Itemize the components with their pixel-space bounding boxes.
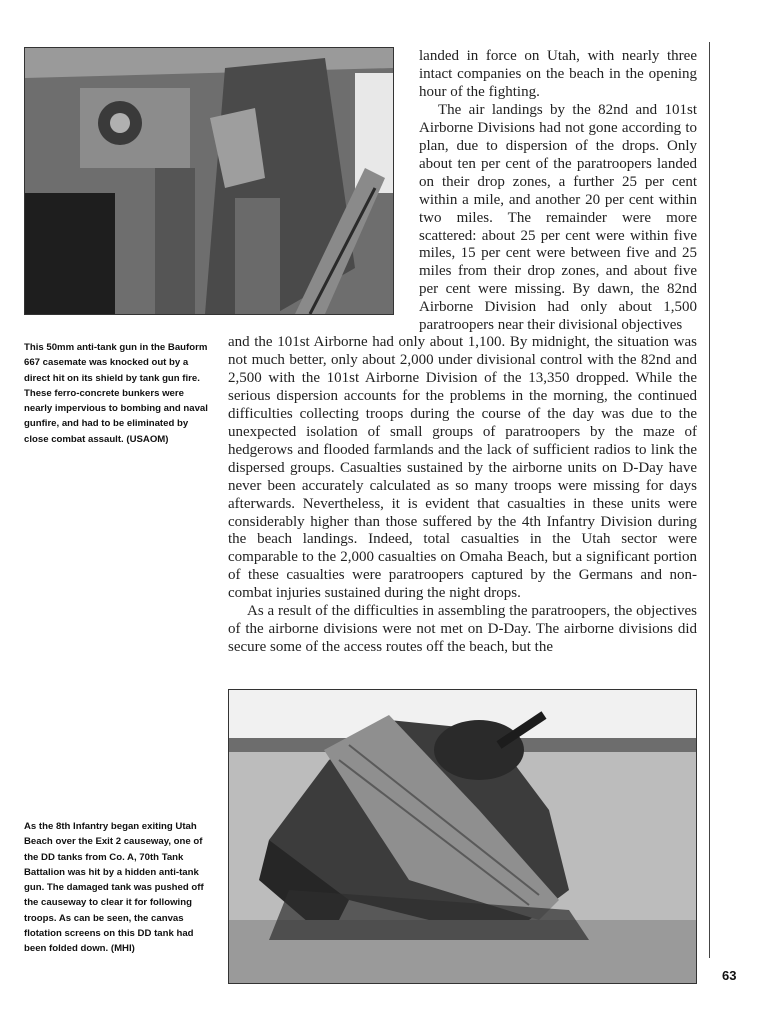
paragraph: As a result of the difficulties in assembling the paratroopers, the objectives of the airborne divisions were not met on D-Day. The airborne divisions did secure some of the access routes off the beach, but the <box>228 603 697 656</box>
casemate-photo-art <box>25 48 393 314</box>
body-column-wide <box>228 334 697 657</box>
paragraph: The air landings by the 82nd and 101st Airborne Divisions had not gone according to plan, due to dispersion of the drops. Only about ten per cent of the paratroopers landed on their drop zones, a further 25 per cent within a mile, and another 20 per cent within two miles. The remainder were more scattered: about 25 per cent were within five miles, 15 per cent were between five and 25 miles from their drop zones, and about five per cent were missing. By dawn, the 82nd Airborne Division had only about 1,500 paratroopers near their divisional objectives <box>419 101 697 334</box>
dd-tank-photo-art <box>229 690 696 983</box>
page-number: 63 <box>722 968 737 983</box>
casemate-photo-caption: This 50mm anti-tank gun in the Bauform 667 casemate was knocked out by a direct hit on its shield by tank gun fire. These ferro-concrete bunkers were nearly impervious to bombing and naval gunfire, and had to be eliminated by close combat assault. (USAOM) <box>24 342 208 445</box>
dd-tank-photo-caption: As the 8th Infantry began exiting Utah Beach over the Exit 2 causeway, one of the DD tanks from Co. A, 70th Tank Battalion was hit by a hidden anti-tank gun. The damaged tank was pushed off the causeway to clear it for following troops. As can be seen, the canvas flotation screens on this DD tank had been folded down. (MHI) <box>24 821 204 955</box>
casemate-photo <box>24 47 394 315</box>
paragraph: landed in force on Utah, with nearly three intact companies on the beach in the opening hour of the fighting. <box>419 48 697 100</box>
paragraph: and the 101st Airborne had only about 1,100. By midnight, the situation was not much better, only about 2,000 under divisional control with the 82nd and 2,500 with the 101st Airborne Division of the 13,350 dropped. While the serious dispersion accounts for the problems in the morning, the continued difficulties collecting troops during the course of the day was due to the unexpected isolation of small groups of paratroopers by the maze of hedgerows and flooded farmlands and the lack of sufficient radios to link the dispersed groups. Casualties sustained by the airborne units on D-Day have never been accurately calculated as so many troops were missing for days afterwards. Nevertheless, it is evident that casualties in these units were considerably higher than those suffered by the 4th Infantry Division during the beach landings. Indeed, total casualties in the Utah sector were comparable to the 2,000 casualties on Omaha Beach, but a significant portion of these casualties were paratroopers captured by the Germans and non-combat injuries sustained during the night drops. <box>228 334 697 602</box>
dd-tank-photo <box>228 689 697 984</box>
body-column-narrow <box>419 48 697 335</box>
column-rule <box>709 42 710 958</box>
